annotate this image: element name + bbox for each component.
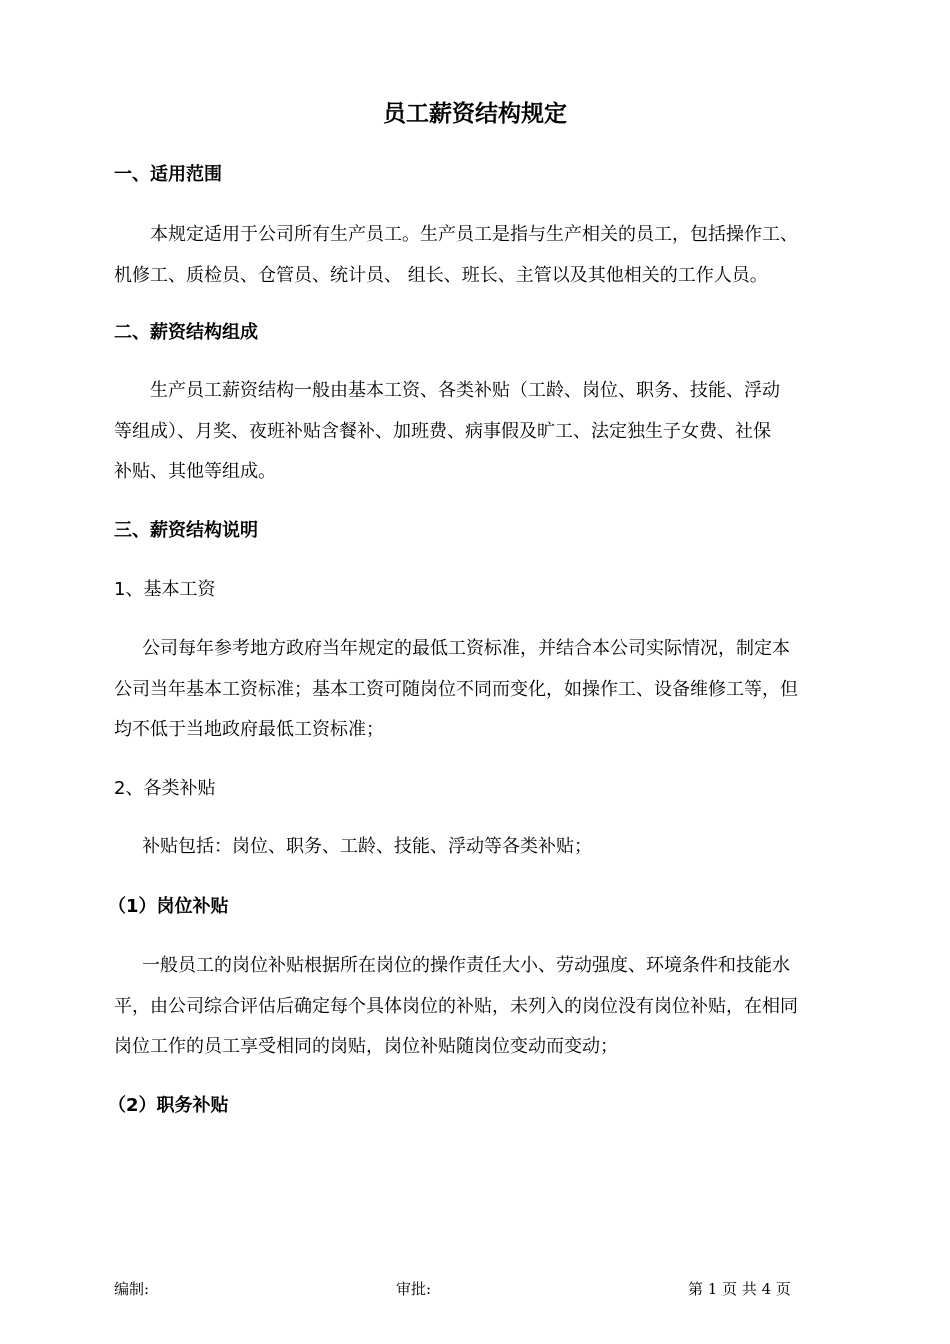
paragraph-line: 机修工、质检员、仓管员、统计员、 组长、班长、主管以及其他相关的工作人员。 <box>114 264 768 286</box>
footer-compiled-by: 编制: <box>114 1280 150 1298</box>
subsection-body-basic-wage <box>114 629 844 751</box>
paragraph-line: 等组成）、月奖、夜班补贴含餐补、加班费、病事假及旷工、法定独生子女费、社保 <box>114 420 771 442</box>
paragraph-line: 均不低于当地政府最低工资标准； <box>114 719 384 740</box>
paragraph-line: 岗位工作的员工享受相同的岗贴，岗位补贴随岗位变动而变动； <box>114 1036 618 1057</box>
document-title: 员工薪资结构规定 <box>383 101 567 127</box>
paragraph-line: 补贴包括：岗位、职务、工龄、技能、浮动等各类补贴； <box>142 836 592 857</box>
footer-page-info: 第 1 页 共 4 页 <box>688 1280 791 1298</box>
footer-approved-by: 审批: <box>396 1280 432 1298</box>
section-heading-composition: 二、薪资结构组成 <box>114 322 258 343</box>
item-body-post-allowance <box>114 946 844 1068</box>
subsection-heading-allowances: 2、各类补贴 <box>114 778 216 799</box>
paragraph-line: 公司当年基本工资标准；基本工资可随岗位不同而变化，如操作工、设备维修工等，但 <box>114 678 798 700</box>
paragraph-line: 本规定适用于公司所有生产员工。生产员工是指与生产相关的员工，包括操作工、 <box>150 224 798 245</box>
paragraph-line: 补贴、其他等组成。 <box>114 461 276 482</box>
section-body-scope <box>114 215 844 296</box>
item-heading-duty-allowance: （2）职务补贴 <box>108 1095 229 1116</box>
paragraph-line: 生产员工薪资结构一般由基本工资、各类补贴（工龄、岗位、职务、技能、浮动 <box>150 380 780 401</box>
section-body-composition <box>114 371 844 493</box>
paragraph-line: 平，由公司综合评估后确定每个具体岗位的补贴，未列入的岗位没有岗位补贴，在相同 <box>114 995 798 1017</box>
paragraph-line: 一般员工的岗位补贴根据所在岗位的操作责任大小、劳动强度、环境条件和技能水 <box>142 955 790 976</box>
item-heading-post-allowance: （1）岗位补贴 <box>108 896 229 917</box>
section-heading-explanation: 三、薪资结构说明 <box>114 520 258 541</box>
subsection-body-allowances <box>114 827 844 868</box>
paragraph-line: 公司每年参考地方政府当年规定的最低工资标准，并结合本公司实际情况，制定本 <box>142 638 790 659</box>
subsection-heading-basic-wage: 1、基本工资 <box>114 579 216 600</box>
section-heading-scope: 一、适用范围 <box>114 164 222 185</box>
